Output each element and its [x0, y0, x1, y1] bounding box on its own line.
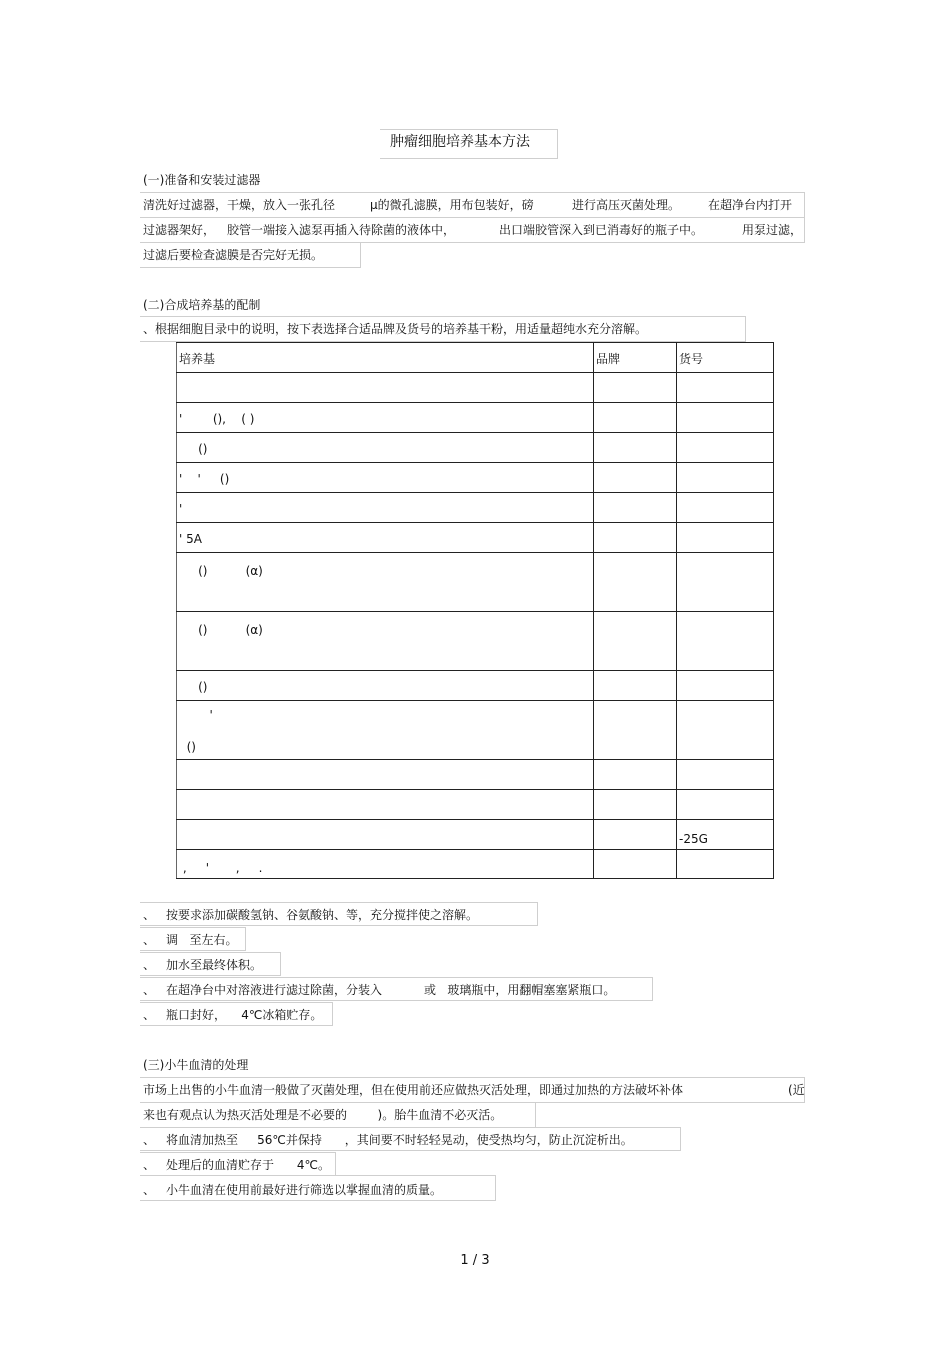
table-cell-medium: ' ' ()	[177, 463, 594, 493]
table-cell-medium	[177, 373, 594, 403]
sec3-p1a: 市场上出售的小牛血清一般做了灭菌处理，但在使用前还应做热灭活处理，即通过加热的方法破坏补体	[143, 1083, 684, 1097]
step-text: 加水至最终体积。	[166, 958, 263, 972]
table-cell-medium	[177, 820, 594, 850]
page-number: 1 / 3	[460, 1253, 490, 1268]
table-cell-brand	[594, 760, 677, 790]
step-bullet: 、	[143, 1183, 156, 1197]
table-cell-catalog	[677, 433, 774, 463]
sec1-line2-part3: 出口端胶管深入到已消毒好的瓶子中。	[499, 223, 704, 237]
title-frame	[380, 129, 558, 159]
table-cell-brand	[594, 790, 677, 820]
header-medium: 培养基	[177, 343, 594, 373]
header-brand: 品牌	[594, 343, 677, 373]
step-bullet: 、	[143, 933, 156, 947]
sec1-line1-part3: 进行高压灭菌处理。	[572, 198, 681, 212]
sec1-line1-part4: 在超净台内打开	[708, 198, 793, 212]
table-cell-brand	[594, 671, 677, 701]
sec3-p2: 来也有观点认为热灭活处理是不必要的 )。胎牛血清不必灭活。	[143, 1108, 503, 1122]
sec1-line2-part4: 用泵过滤，	[742, 223, 803, 237]
step-bullet: 、	[143, 908, 156, 922]
table-cell-medium: ' (), ( )	[177, 403, 594, 433]
table-cell-medium: ' ()	[177, 701, 594, 760]
table-cell-medium: () (α)	[177, 553, 594, 612]
section-3-heading: (三)小牛血清的处理	[143, 1058, 249, 1072]
table-cell-catalog	[677, 850, 774, 879]
step-bullet: 、	[143, 1158, 156, 1172]
table-cell-catalog: -25G	[677, 820, 774, 850]
table-cell-catalog	[677, 403, 774, 433]
sec2-intro: 、根据细胞目录中的说明，按下表选择合适品牌及货号的培养基干粉，用适量超纯水充分溶解。	[143, 322, 648, 336]
table-cell-brand	[594, 463, 677, 493]
table-cell-catalog	[677, 553, 774, 612]
table-cell-medium: , ' , .	[177, 850, 594, 879]
step-bullet: 、	[143, 958, 156, 972]
section-1-heading: (一)准备和安装过滤器	[143, 173, 261, 187]
table-cell-medium	[177, 760, 594, 790]
table-cell-catalog	[677, 701, 774, 760]
section-2-heading: (二)合成培养基的配制	[143, 298, 261, 312]
table-cell-catalog	[677, 790, 774, 820]
table-cell-brand	[594, 373, 677, 403]
table-cell-catalog	[677, 760, 774, 790]
step-text: 在超净台中对溶液进行滤过除菌，分装入 或 玻璃瓶中，用翻帽塞塞紧瓶口。	[166, 983, 616, 997]
table-cell-brand	[594, 493, 677, 523]
table-cell-brand	[594, 523, 677, 553]
table-cell-medium	[177, 790, 594, 820]
step-bullet: 、	[143, 983, 156, 997]
table-cell-brand	[594, 612, 677, 671]
step-text: 调 至左右。	[166, 933, 238, 947]
table-cell-catalog	[677, 493, 774, 523]
medium-table	[176, 342, 774, 879]
table-cell-catalog	[677, 373, 774, 403]
table-cell-brand	[594, 553, 677, 612]
table-cell-catalog	[677, 612, 774, 671]
step-bullet: 、	[143, 1133, 156, 1147]
step-text: 按要求添加碳酸氢钠、谷氨酸钠、等，充分搅拌使之溶解。	[166, 908, 479, 922]
sec1-line3: 过滤后要检查滤膜是否完好无损。	[143, 248, 324, 262]
step-text: 瓶口封好， 4℃冰箱贮存。	[166, 1008, 323, 1022]
step-bullet: 、	[143, 1008, 156, 1022]
table-cell-brand	[594, 433, 677, 463]
table-cell-medium: ' 5A	[177, 523, 594, 553]
step-text: 小牛血清在使用前最好进行筛选以掌握血清的质量。	[166, 1183, 443, 1197]
table-cell-medium: ()	[177, 433, 594, 463]
table-cell-catalog	[677, 523, 774, 553]
page-title: 肿瘤细胞培养基本方法	[390, 134, 530, 150]
sec1-line1-part2: μ的微孔滤膜，用布包装好，磅	[370, 198, 534, 212]
table-cell-brand	[594, 820, 677, 850]
table-cell-medium: ()	[177, 671, 594, 701]
sec1-line2-part1: 过滤器架好，	[143, 223, 216, 237]
sec1-line2-part2: 胶管一端接入滤泵再插入待除菌的液体中，	[227, 223, 456, 237]
sec3-p1b: (近	[788, 1083, 805, 1097]
table-cell-brand	[594, 701, 677, 760]
table-cell-medium: '	[177, 493, 594, 523]
step-text: 将血清加热至 56℃并保持 ，其间要不时轻轻晃动，使受热均匀，防止沉淀析出。	[166, 1133, 633, 1147]
table-cell-brand	[594, 850, 677, 879]
step-text: 处理后的血清贮存于 4℃。	[166, 1158, 330, 1172]
table-cell-brand	[594, 403, 677, 433]
table-cell-catalog	[677, 671, 774, 701]
table-cell-medium: () (α)	[177, 612, 594, 671]
table-cell-catalog	[677, 463, 774, 493]
header-catalog: 货号	[677, 343, 774, 373]
sec1-line1-part1: 清洗好过滤器，干燥，放入一张孔径	[143, 198, 336, 212]
